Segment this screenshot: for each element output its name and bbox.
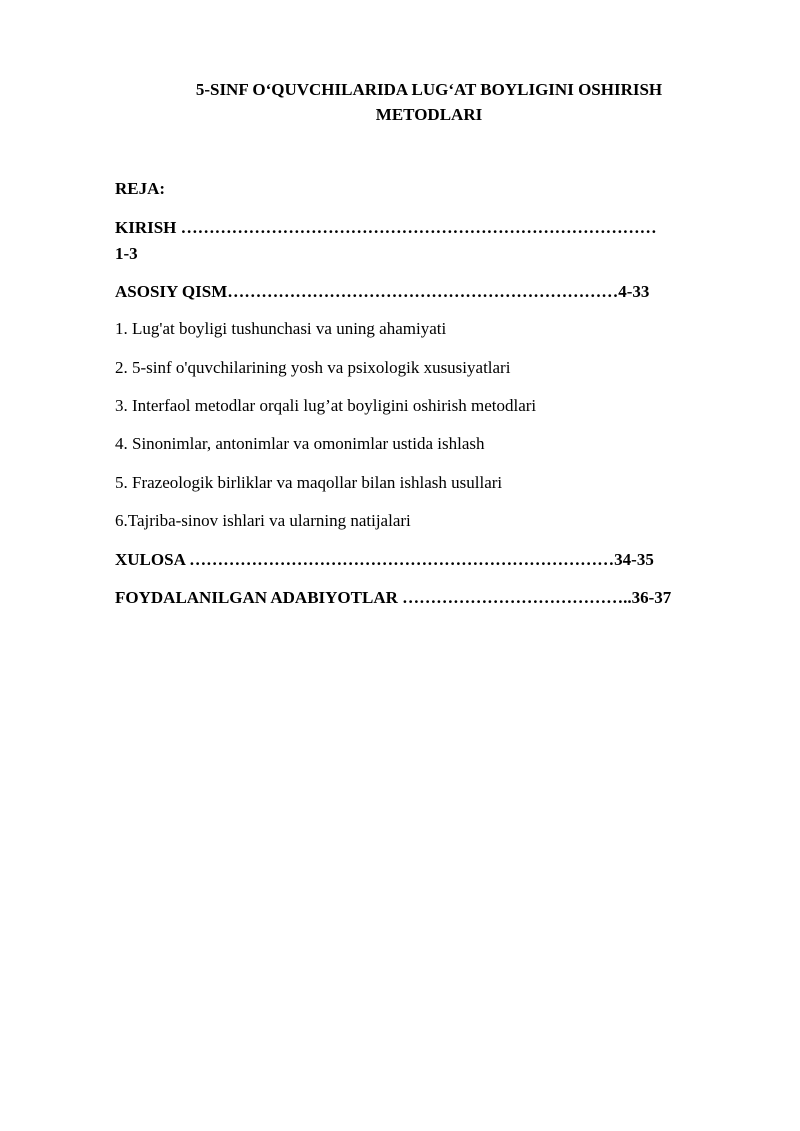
toc-item: 2. 5-sinf o'quvchilarining yosh va psixologik xususiyatlari [115, 358, 511, 377]
toc-item: 4. Sinonimlar, antonimlar va omonimlar ustida ishlash [115, 434, 485, 453]
toc-item: 5. Frazeologik birliklar va maqollar bilan ishlash usullari [115, 473, 503, 492]
document-title-line-2: METODLARI [375, 105, 483, 124]
toc-entry-references: FOYDALANILGAN ADABIYOTLAR …………………………………..36-37 [115, 588, 672, 607]
toc-item: 1. Lug'at boyligi tushunchasi va uning ahamiyati [115, 319, 447, 338]
toc-item: 6.Tajriba-sinov ishlari va ularning natijalari [115, 511, 411, 530]
plan-heading: REJA: [115, 179, 166, 198]
document-title-line-1: 5-SINF O‘QUVCHILARIDA LUG‘AT BOYLIGINI OSHIRISH [195, 80, 663, 99]
toc-entry-conclusion: XULOSA …………………………………………………………………34-35 [115, 550, 654, 569]
toc-item: 3. Interfaol metodlar orqali lug’at boyligini oshirish metodlari [115, 396, 537, 415]
toc-entry-intro: KIRISH ………………………………………………………………………… [115, 218, 657, 237]
toc-entry-main: ASOSIY QISM……………………………………………………………4-33 [115, 282, 650, 301]
toc-entry-intro-pages: 1-3 [115, 244, 138, 263]
